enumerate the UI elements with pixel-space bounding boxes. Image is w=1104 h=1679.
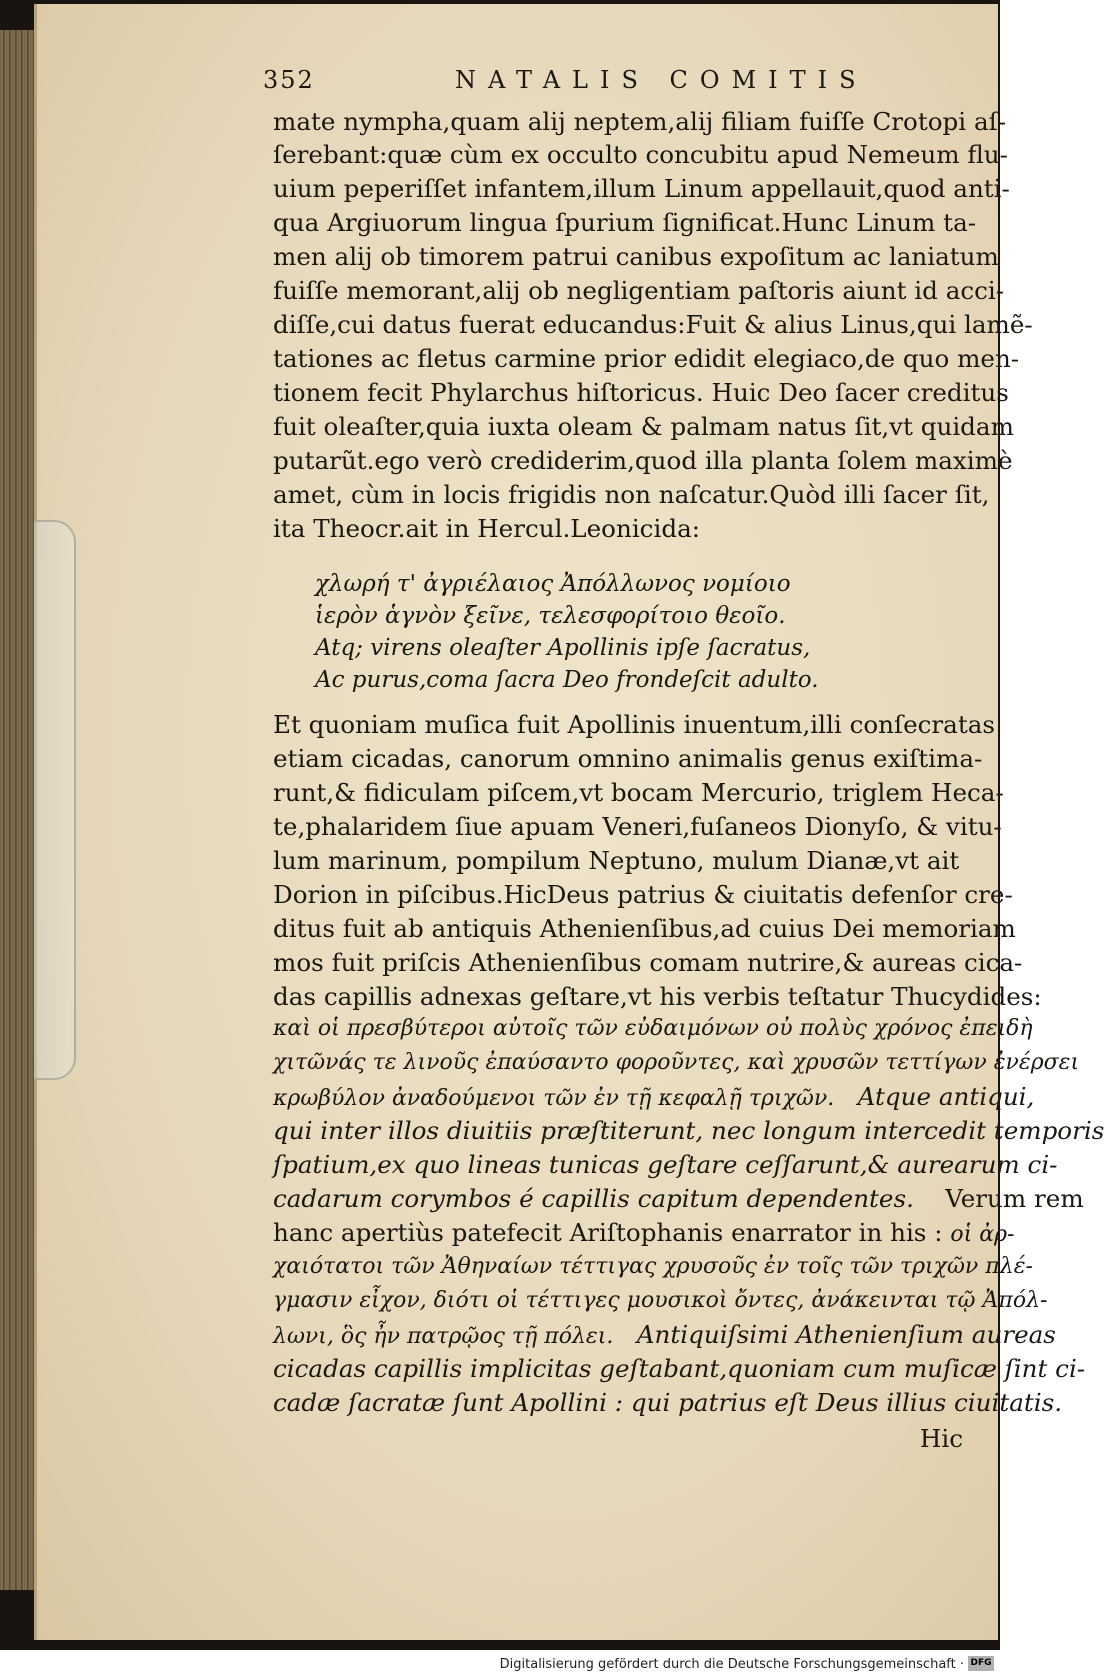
text-line: etiam cicadas, canorum omnino animalis genus exiſtima- [273,744,983,773]
funding-credit: Digitalisierung gefördert durch die Deutsche Forschungsgemeinschaft · [499,1657,964,1672]
text-line: runt,& fidiculam piſcem,vt bocam Mercurio, triglem Heca- [273,778,1004,807]
verse-line-greek: ἱερὸν ἁγνὸν ξεῖνε, τελεσφορίτοιο θεοῖο. [315,603,786,629]
latin-translation: qui inter illos diuitiis præſtiterunt, nec longum intercedit temporis [273,1116,1104,1145]
text-line: putarũt.ego verò crediderim,quod illa planta ſolem maximè [273,446,1013,475]
text-line: das capillis adnexas geſtare,vt his verbis teſtatur Thucydides: [273,982,1042,1011]
text-line: ſerebant:quæ cùm ex occulto concubitu apud Nemeum flu- [273,140,1008,169]
running-title: NATALIS COMITIS [455,66,868,94]
mixed-line [273,1218,1014,1250]
text-line: tationes ac fletus carmine prior edidit elegiaco,de quo men- [273,344,1020,373]
latin-translation: Atque antiqui, [857,1082,1035,1111]
mixed-line [273,1082,1034,1114]
greek-quote-line: κρωβύλον ἀναδούμενοι τῶν ἐν τῇ κεφαλῇ τριχῶν. [273,1086,835,1111]
book-page [34,4,1104,1640]
text-line: mos fuit priſcis Athenienſibus comam nutrire,& aureas cica- [273,948,1023,977]
catchword: Hic [919,1424,963,1453]
greek-scholion: χαιότατοι τῶν Ἀθηναίων τέττιγας χρυσοῦς ἐν τοῖς τῶν τριχῶν πλέ- [273,1254,1033,1279]
text-line: mate nympha,quam alij neptem,alij filiam fuiſſe Crotopi aſ- [273,107,1007,136]
greek-scholion: λωνι, ὃς ἦν πατρῷος τῇ πόλει. [273,1324,614,1349]
text-line: lum marinum, pompilum Neptuno, mulum Dianæ,vt ait [273,846,960,875]
latin-translation: ſpatium,ex quo lineas tunicas geſtare ceſſarunt,& aurearum ci- [273,1150,1058,1179]
dfg-logo: DFG [968,1656,994,1671]
text-line: ditus fuit ab antiquis Athenienſibus,ad cuius Dei memoriam [273,914,1016,943]
verse-line-greek: χλωρή τ' ἀγριέλαιος Ἀπόλλωνος νομίοιο [315,571,791,597]
text-fragment: hanc apertiùs patefecit Ariſtophanis enarrator in his : [273,1218,943,1247]
text-line: ita Theocr.ait in Hercul.Leonicida: [273,514,701,543]
page-number: 352 [263,66,315,94]
greek-scholion: οἱ ἀρ- [950,1222,1015,1247]
mixed-line [273,1320,1056,1352]
text-line: qua Argiuorum lingua ſpurium ſignificat.Hunc Linum ta- [273,208,977,237]
latin-translation: cadæ ſacratæ ſunt Apollini : qui patrius eſt Deus illius ciuitatis. [273,1388,1063,1417]
latin-translation: Antiquiſsimi Athenienſium aureas [636,1320,1056,1349]
text-line: Dorion in piſcibus.HicDeus patrius & ciuitatis defenſor cre- [273,880,1013,909]
greek-quote-line: χιτῶνάς τε λινοῦς ἐπαύσαντο φοροῦντες, καὶ χρυσῶν τεττίγων ἐνέρσει [273,1050,1080,1075]
text-line: men alij ob timorem patrui canibus expoſitum ac laniatum [273,242,999,271]
text-line: Et quoniam muſica fuit Apollinis inuentum,illi conſecratas [273,710,996,739]
latin-translation: cadarum corymbos é capillis capitum dependentes. [273,1184,914,1213]
verse-line-latin: Atq; virens oleaſter Apollinis ipſe ſacratus, [315,635,811,661]
greek-scholion: γμασιν εἶχον, διότι οἱ τέττιγες μουσικοὶ ὄντες, ἀνάκεινται τῷ Ἀπόλ- [273,1288,1048,1313]
latin-translation: cicadas capillis implicitas geſtabant,quoniam cum muſicæ ſint ci- [273,1354,1086,1383]
text-line: uium peperiſſet infantem,illum Linum appellauit,quod anti- [273,174,1010,203]
text-line: fuit oleaſter,quia iuxta oleam & palmam natus ſit,vt quidam [273,412,1014,441]
mixed-line [273,1184,1084,1214]
text-fragment: Verum rem [945,1184,1084,1213]
text-line: amet, cùm in locis frigidis non naſcatur.Quòd illi ſacer ſit, [273,480,990,509]
text-line: diſſe,cui datus fuerat educandus:Fuit & alius Linus,qui lamẽ- [273,310,1033,339]
text-line: fuiſſe memorant,alij ob negligentiam paſtoris aiunt id acci- [273,276,1005,305]
verse-line-latin: Ac purus,coma ſacra Deo frondeſcit adulto. [315,667,819,693]
text-line: tionem fecit Phylarchus hiſtoricus. Huic Deo ſacer creditus [273,378,1009,407]
page-clip [34,520,76,1080]
greek-quote-line: καὶ οἱ πρεσβύτεροι αὐτοῖς τῶν εὐδαιμόνων οὐ πολὺς χρόνος ἐπειδὴ [273,1016,1033,1041]
text-line: te,phalaridem ſiue apuam Veneri,fuſaneos Dionyſo, & vitu- [273,812,1002,841]
footer-bar [0,1651,1000,1679]
